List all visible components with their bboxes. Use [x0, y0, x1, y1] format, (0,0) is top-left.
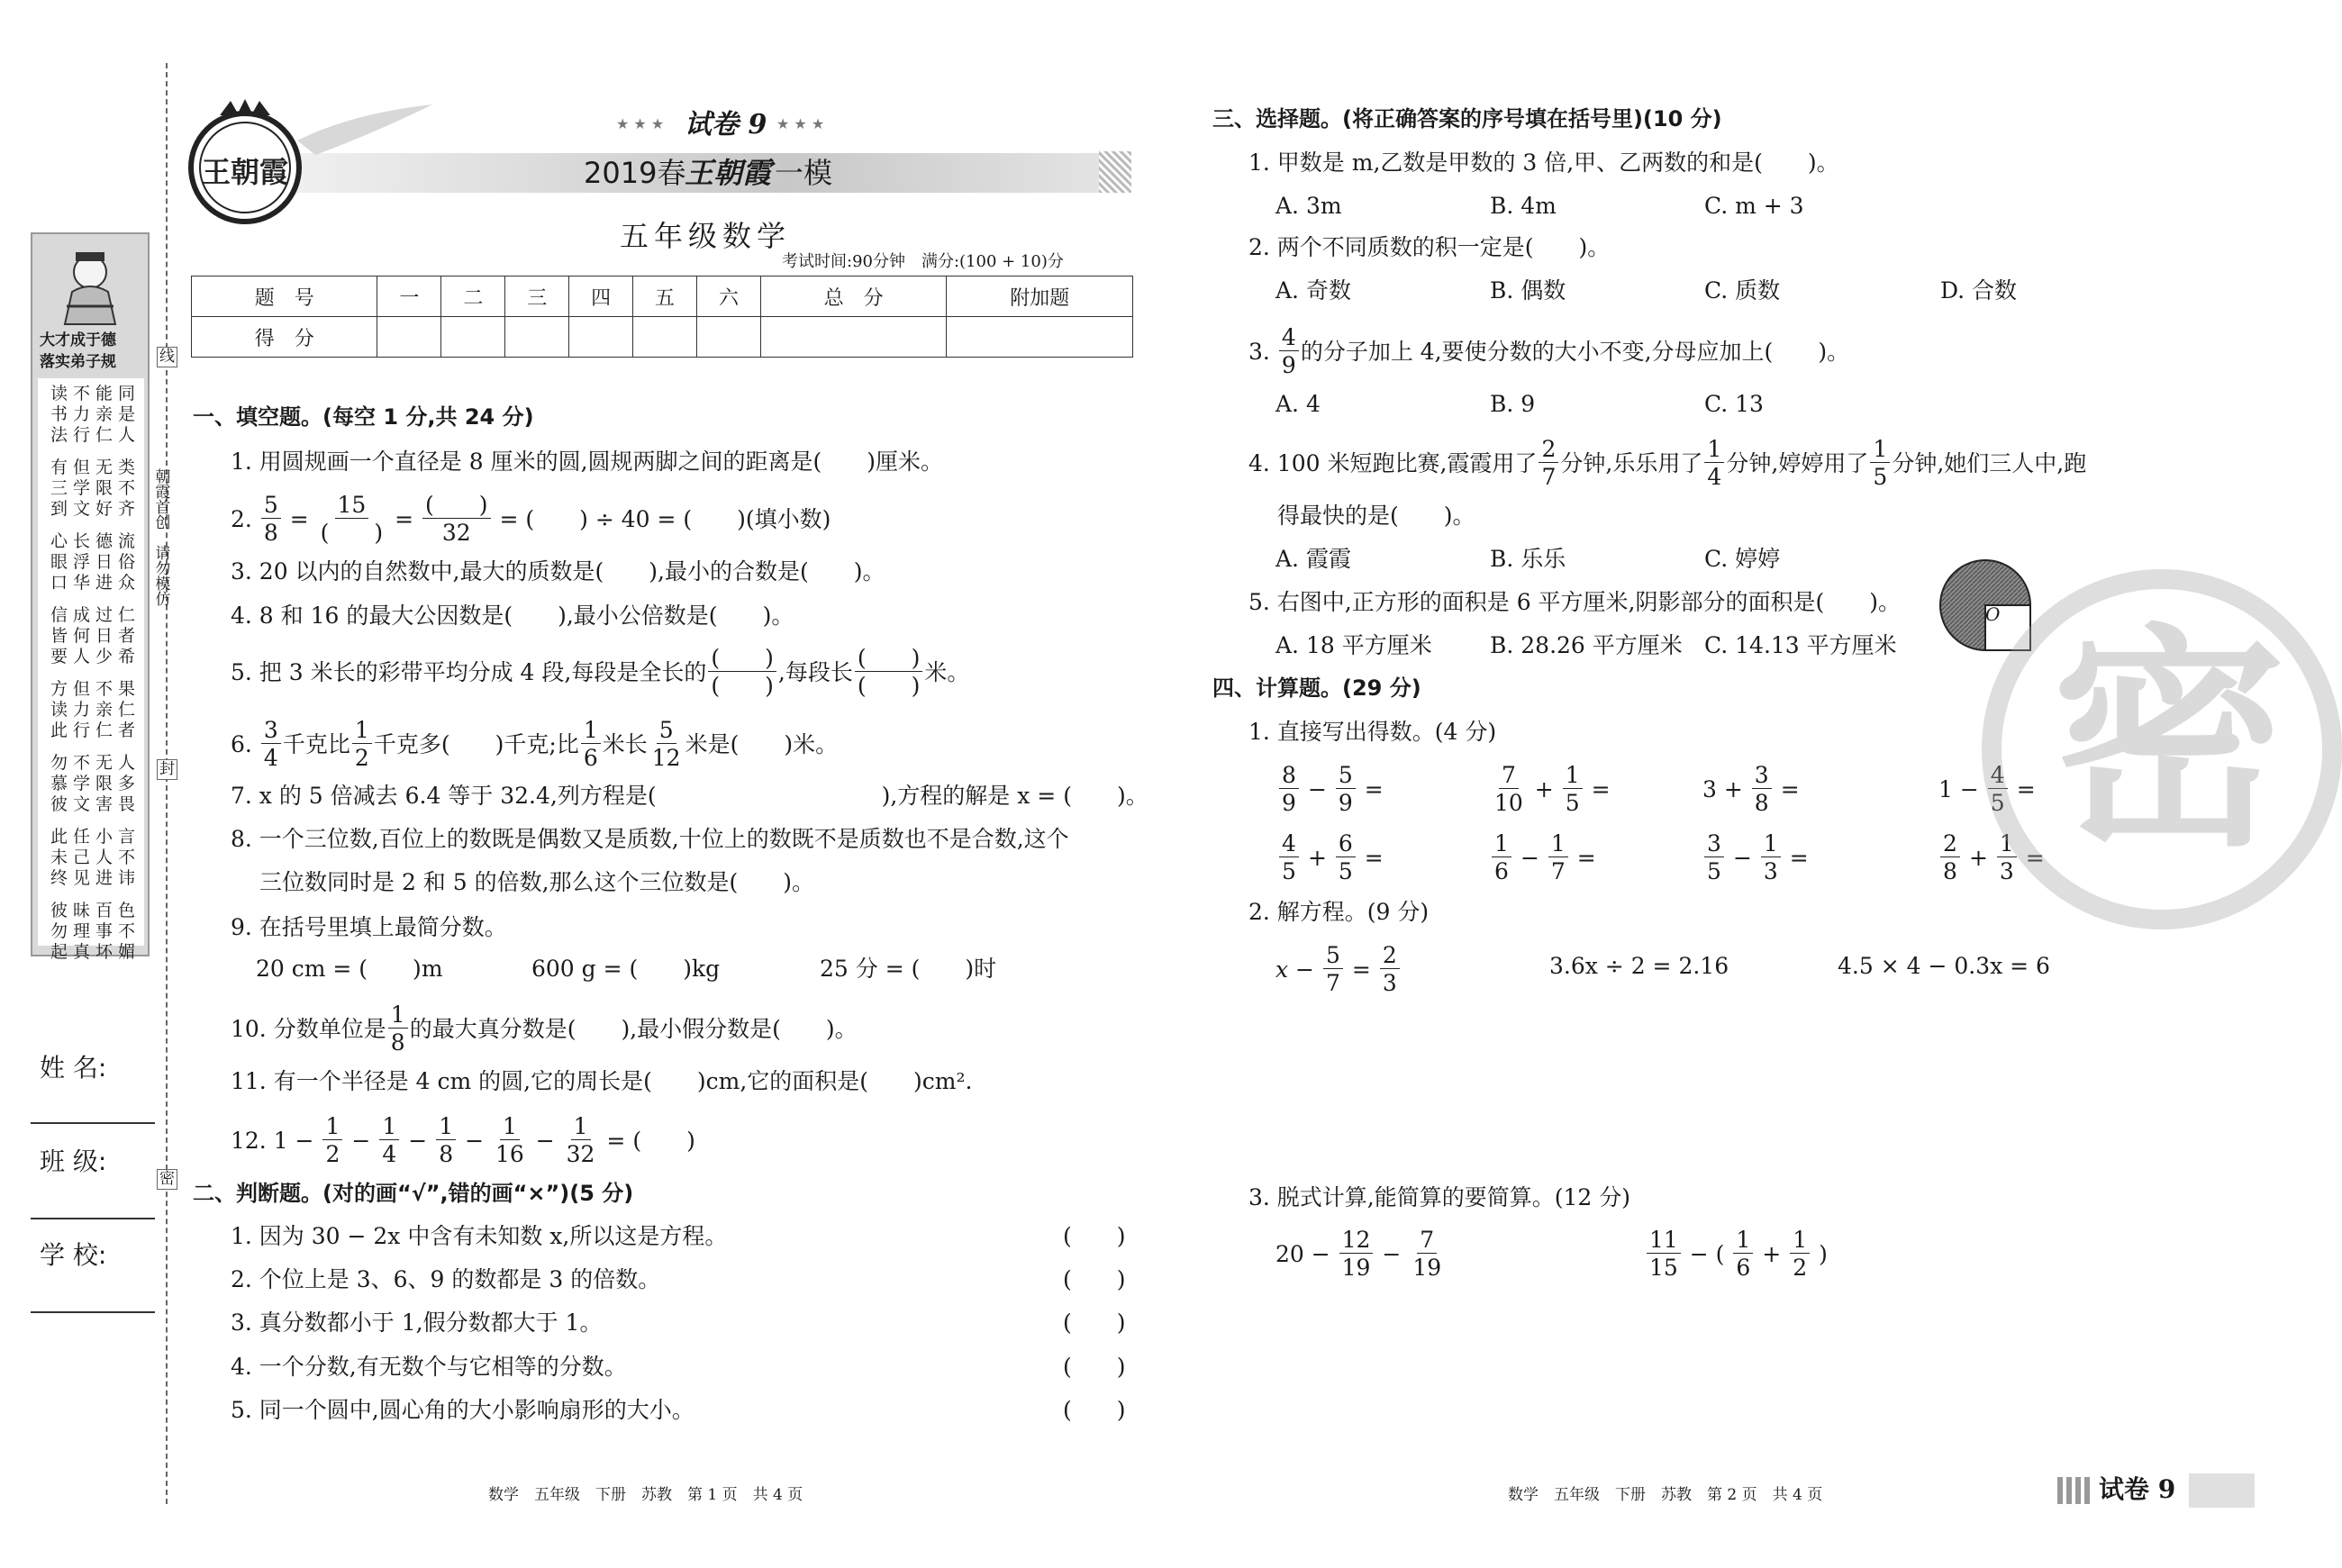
motto-poem-line: 此行仁者 — [50, 721, 141, 740]
svg-text:王朝霞: 王朝霞 — [201, 155, 289, 189]
motto-box — [31, 232, 150, 962]
judge-item-1: 1. 因为 30 − 2x 中含有未知数 x,所以这是方程。 — [231, 1223, 728, 1249]
choice-q2-opt-d: D. 合数 — [1940, 277, 2018, 304]
score-cell[interactable] — [697, 317, 761, 358]
figure-center-label: O — [1985, 603, 2001, 625]
calc1-h: $\frac{2}{8}$ + $\frac{1}{3}$ = — [1938, 832, 2045, 883]
calc-part2: 2. 解方程。(9 分) — [1248, 899, 1430, 925]
exam-series: 试卷 9 — [685, 109, 767, 140]
calc-part1: 1. 直接写出得数。(4 分) — [1248, 719, 1497, 745]
fill-q2: 2. $\frac{5}{8}$ = $\frac{15}{( )}$ = $\frac{( )}{32}$ = ( ) ÷ 40 = ( )(填小数) — [231, 492, 831, 546]
scholar-illustration — [45, 241, 135, 328]
score-header-cell: 一 — [377, 276, 441, 317]
calc1-f: $\frac{1}{6}$ − $\frac{1}{7}$ = — [1490, 832, 1596, 883]
choice-q5-opt-b: B. 28.26 平方厘米 — [1490, 632, 1683, 658]
motto-poem-line: 读不能同 — [50, 384, 141, 403]
exam-title-year: 2019春 — [584, 156, 686, 190]
score-cell[interactable] — [947, 317, 1133, 358]
choice-q2-opt-b: B. 偶数 — [1490, 277, 1566, 304]
left-binding-dashed-line — [166, 63, 168, 1504]
score-header-cell: 六 — [697, 276, 761, 317]
motto-poem-line: 三学限不 — [50, 478, 141, 498]
class-field[interactable] — [31, 1218, 155, 1219]
choice-q2-opt-c: C. 质数 — [1704, 277, 1781, 304]
choice-q1-opt-c: C. m + 3 — [1704, 193, 1804, 219]
fill-q7: 7. x 的 5 倍减去 6.4 等于 32.4,列方程是( ),方程的解是 x = ( )。 — [231, 783, 1148, 809]
fill-q9a: 20 cm = ( )m — [256, 956, 443, 982]
fill-q10: 10. 分数单位是 $\frac{1}{8}$ 的最大真分数是( ),最小假分数是( )。 — [231, 1002, 858, 1056]
cut-mark-3: 密 — [157, 1169, 177, 1190]
choice-q4-opt-c: C. 婷婷 — [1704, 546, 1781, 572]
motto-poem-line: 彼文害畏 — [50, 794, 141, 814]
motto-poem-line: 起真坏媚 — [50, 942, 141, 962]
choice-q5-opt-c: C. 14.13 平方厘米 — [1704, 632, 1897, 658]
motto-poem-line: 法行仁人 — [50, 425, 141, 445]
choice-q2-opt-a: A. 奇数 — [1275, 277, 1351, 304]
motto-poem-line: 到文好齐 — [50, 499, 141, 519]
motto-poem-line: 眼浮日俗 — [50, 552, 141, 572]
judge-answer-5[interactable]: ( ) — [1063, 1397, 1126, 1423]
score-cell[interactable] — [760, 317, 946, 358]
exam-meta: 考试时间:90分钟 满分:(100 + 10)分 — [782, 252, 1064, 271]
exam-title-rest: 一模 — [775, 156, 833, 190]
calc1-b: $\frac{7}{10}$ + $\frac{1}{5}$ = — [1494, 762, 1611, 816]
judge-item-4: 4. 一个分数,有无数个与它相等的分数。 — [231, 1354, 627, 1380]
motto-poem-line: 此任小言 — [50, 827, 141, 847]
choice-q4: 4. 100 米短跑比赛,霞霞用了 $\frac{2}{7}$ 分钟,乐乐用了 $\frac{1}{4}$ 分钟,婷婷用了 $\frac{1}{5}$ 分钟,她们三人中,跑 — [1248, 436, 2087, 490]
motto-top: 大才成于德 — [40, 331, 116, 349]
score-header-cell: 二 — [441, 276, 505, 317]
score-cell[interactable] — [441, 317, 505, 358]
fill-q12: 12. 1 − $\frac{1}{2}$ − $\frac{1}{4}$ − $\frac{1}{8}$ − $\frac{1}{16}$ − $\frac{1}{32}$ = ( ) — [231, 1113, 695, 1167]
calc3-a: 20 − $\frac{12}{19}$ − $\frac{7}{19}$ — [1275, 1227, 1442, 1281]
motto-poem-line: 慕学限多 — [50, 774, 141, 793]
judge-answer-1[interactable]: ( ) — [1063, 1223, 1126, 1249]
page-badge-bar — [2189, 1473, 2255, 1508]
choice-q1-opt-b: B. 4m — [1490, 193, 1557, 219]
fill-q8-line2: 三位数同时是 2 和 5 的倍数,那么这个三位数是( )。 — [259, 869, 815, 895]
motto-poem-line: 口华进众 — [50, 573, 141, 593]
cut-mark-2: 封 — [157, 759, 177, 780]
calc1-c: 3 + $\frac{3}{8}$ = — [1702, 762, 1800, 816]
calc-part3: 3. 脱式计算,能简算的要简算。(12 分) — [1248, 1184, 1631, 1210]
fill-q4: 4. 8 和 16 的最大公因数是( ),最小公倍数是( )。 — [231, 603, 794, 629]
confidential-stamp-text: 密 — [2052, 606, 2286, 878]
choice-q4-opt-b: B. 乐乐 — [1490, 546, 1566, 572]
score-header-cell: 五 — [633, 276, 697, 317]
header-dot-pattern — [1099, 151, 1131, 193]
footer-left: 数学 五年级 下册 苏教 第 1 页 共 4 页 — [488, 1486, 803, 1504]
judge-item-5: 5. 同一个圆中,圆心角的大小影响扇形的大小。 — [231, 1397, 694, 1423]
score-cell[interactable] — [633, 317, 697, 358]
judge-item-2: 2. 个位上是 3、6、9 的数都是 3 的倍数。 — [231, 1266, 661, 1292]
motto-poem-line: 未己人不 — [50, 847, 141, 867]
section4-heading: 四、计算题。(29 分) — [1212, 675, 1421, 701]
choice-q3-opt-b: B. 9 — [1490, 391, 1536, 417]
section1-heading: 一、填空题。(每空 1 分,共 24 分) — [193, 404, 534, 430]
choice-q2: 2. 两个不同质数的积一定是( )。 — [1248, 234, 1611, 260]
choice-q3-opt-c: C. 13 — [1704, 391, 1764, 417]
score-header-label: 题 号 — [192, 276, 377, 317]
choice-q3: 3. $\frac{4}{9}$ 的分子加上 4,要使分数的大小不变,分母应加上( )。 — [1248, 324, 1850, 378]
badge-dots — [2057, 1477, 2093, 1504]
judge-answer-4[interactable]: ( ) — [1063, 1354, 1126, 1380]
confidential-stamp — [1982, 569, 2342, 929]
judge-answer-3[interactable]: ( ) — [1063, 1310, 1126, 1336]
section2-heading: 二、判断题。(对的画“√”,错的画“×”)(5 分) — [193, 1181, 634, 1206]
motto-poem-line: 勿不无人 — [50, 753, 141, 773]
name-label: 姓 名: — [40, 1053, 107, 1083]
calc1-d: 1 − $\frac{4}{5}$ = — [1938, 762, 2036, 816]
motto-poem-line: 书力亲是 — [50, 404, 141, 424]
score-header-cell: 三 — [505, 276, 569, 317]
school-field[interactable] — [31, 1311, 155, 1313]
fill-q9: 9. 在括号里填上最简分数。 — [231, 914, 507, 940]
fill-q11: 11. 有一个半径是 4 cm 的圆,它的周长是( )cm,它的面积是( )cm². — [231, 1068, 973, 1094]
motto-poem-lines — [50, 384, 141, 974]
calc3-b: $\frac{11}{15}$ − ( $\frac{1}{6}$ + $\frac{1}{2}$ ) — [1645, 1228, 1828, 1279]
score-header-cell: 总 分 — [760, 276, 946, 317]
motto-poem-line: 读力亲仁 — [50, 700, 141, 720]
motto-poem-line: 要人少希 — [50, 647, 141, 666]
calc1-a: $\frac{8}{9}$ − $\frac{5}{9}$ = — [1277, 764, 1384, 814]
fill-q6: 6. $\frac{3}{4}$ 千克比 $\frac{1}{2}$ 千克多( )千克;比 $\frac{1}{6}$ 米长 $\frac{5}{12}$ 米是( )米。 — [231, 717, 839, 771]
cut-mark-1: 线 — [157, 347, 177, 367]
calc1-e: $\frac{4}{5}$ + $\frac{6}{5}$ = — [1277, 832, 1384, 883]
fill-q1: 1. 用圆规画一个直径是 8 厘米的圆,圆规两脚之间的距离是( )厘米。 — [231, 449, 944, 475]
motto-poem-line: 终见进讳 — [50, 868, 141, 888]
section3-heading: 三、选择题。(将正确答案的序号填在括号里)(10 分) — [1212, 106, 1722, 131]
motto-poem-line: 方但不果 — [50, 679, 141, 699]
fill-q8-line1: 8. 一个三位数,百位上的数既是偶数又是质数,十位上的数既不是质数也不是合数,这个 — [231, 826, 1069, 852]
school-label: 学 校: — [40, 1240, 107, 1270]
vertical-note: 朝霞首创 请勿模仿 — [151, 468, 170, 606]
class-label: 班 级: — [40, 1147, 107, 1176]
score-header-cell: 附加题 — [947, 276, 1133, 317]
footer-right: 数学 五年级 下册 苏教 第 2 页 共 4 页 — [1508, 1486, 1823, 1504]
choice-q5-opt-a: A. 18 平方厘米 — [1275, 632, 1432, 658]
stars-right: ★ ★ ★ — [776, 115, 825, 132]
equation-1: x − $\frac{5}{7}$ = $\frac{2}{3}$ — [1275, 944, 1402, 994]
score-cell[interactable] — [377, 317, 441, 358]
equation-2: 3.6x ÷ 2 = 2.16 — [1549, 953, 1729, 979]
page-badge: 试卷 9 — [2099, 1474, 2176, 1504]
equation-3: 4.5 × 4 − 0.3x = 6 — [1838, 953, 2050, 979]
choice-q4-opt-a: A. 霞霞 — [1275, 546, 1351, 572]
motto-poem-line: 心长德流 — [50, 531, 141, 551]
judge-item-3: 3. 真分数都小于 1,假分数都大于 1。 — [231, 1310, 603, 1336]
motto-poem-line: 信成过仁 — [50, 605, 141, 625]
choice-q1: 1. 甲数是 m,乙数是甲数的 3 倍,甲、乙两数的和是( )。 — [1248, 150, 1839, 176]
score-row-label: 得 分 — [192, 317, 377, 358]
name-field[interactable] — [31, 1122, 155, 1124]
score-cell[interactable] — [569, 317, 633, 358]
score-header-cell: 四 — [569, 276, 633, 317]
calc1-g: $\frac{3}{5}$ − $\frac{1}{3}$ = — [1702, 832, 1809, 883]
motto-poem-line: 有但无类 — [50, 458, 141, 477]
score-cell[interactable] — [505, 317, 569, 358]
subject-title: 五年级数学 — [620, 219, 792, 253]
exam-title-logo: 王朝霞 — [685, 156, 772, 190]
score-table — [191, 276, 1133, 358]
fill-q3: 3. 20 以内的自然数中,最大的质数是( ),最小的合数是( )。 — [231, 558, 885, 585]
fill-q9c: 25 分 = ( )时 — [820, 956, 997, 982]
choice-q1-opt-a: A. 3m — [1275, 193, 1342, 219]
judge-answer-2[interactable]: ( ) — [1063, 1266, 1126, 1292]
choice-q3-opt-a: A. 4 — [1275, 391, 1321, 417]
motto-poem-line: 彼昧百色 — [50, 901, 141, 920]
motto-bottom: 落实弟子规 — [40, 353, 116, 371]
fill-q5: 5. 把 3 米长的彩带平均分成 4 段,每段是全长的 $\frac{( )}{( )}$ ,每段长 $\frac{( )}{( )}$ 米。 — [231, 645, 970, 699]
motto-poem-line: 皆何日者 — [50, 626, 141, 646]
fill-q9b: 600 g = ( )kg — [531, 956, 721, 982]
brand-logo-emblem — [180, 99, 310, 229]
header-ribbon — [297, 104, 432, 159]
choice-q4-line2: 得最快的是( )。 — [1277, 503, 1475, 529]
stars-left: ★ ★ ★ — [616, 115, 665, 132]
motto-poem-line: 勿理事不 — [50, 921, 141, 941]
choice-q5: 5. 右图中,正方形的面积是 6 平方厘米,阴影部分的面积是( )。 — [1248, 589, 1902, 615]
